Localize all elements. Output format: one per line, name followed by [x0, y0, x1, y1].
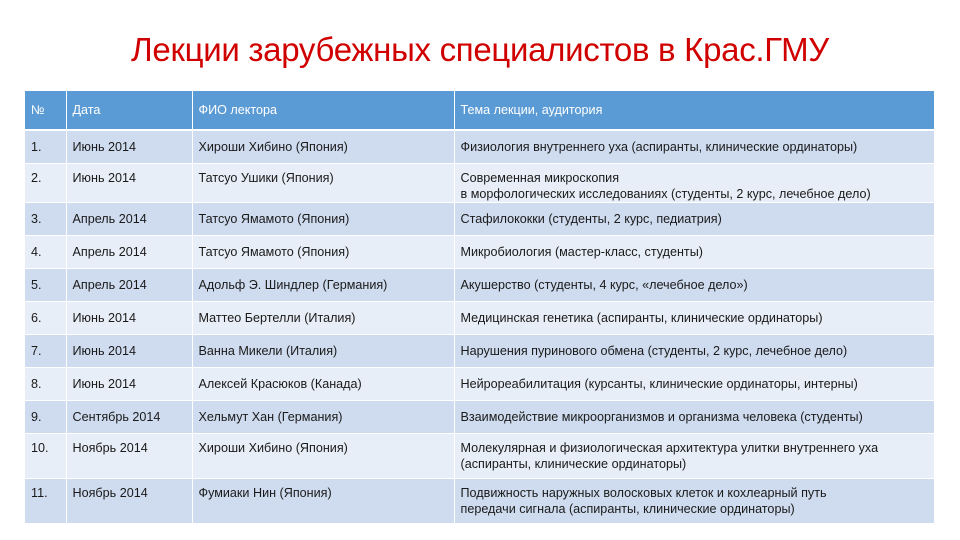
cell-number: 9. — [25, 401, 66, 434]
cell-topic — [454, 401, 934, 434]
table-row — [25, 335, 934, 368]
cell-topic-text: Подвижность наружных волосковых клеток и кохлеарный путь передачи сигнала (аспиранты, клинические ординаторы) — [460, 486, 827, 516]
column-header-date: Дата — [66, 91, 192, 130]
cell-date: Июнь 2014 — [66, 130, 192, 164]
cell-date: Июнь 2014 — [66, 164, 192, 203]
cell-topic-text: Акушерство (студенты, 4 курс, «лечебное дело») — [460, 278, 748, 292]
table-row — [25, 479, 934, 524]
cell-date: Июнь 2014 — [66, 335, 192, 368]
cell-number: 11. — [25, 479, 66, 524]
cell-number: 4. — [25, 236, 66, 269]
cell-topic — [454, 236, 934, 269]
cell-topic — [454, 335, 934, 368]
table-row — [25, 164, 934, 203]
cell-date: Сентябрь 2014 — [66, 401, 192, 434]
cell-number: 7. — [25, 335, 66, 368]
cell-lecturer: Алексей Красюков (Канада) — [192, 368, 454, 401]
cell-topic — [454, 302, 934, 335]
table-row — [25, 130, 934, 164]
cell-topic — [454, 130, 934, 164]
cell-topic-text: Физиология внутреннего уха (аспиранты, клинические ординаторы) — [460, 140, 858, 154]
cell-topic-text: Современная микроскопия в морфологических исследованиях (студенты, 2 курс, лечебное дело) — [460, 171, 871, 201]
column-header-lecturer: ФИО лектора — [192, 91, 454, 130]
cell-lecturer: Ванна Микели (Италия) — [192, 335, 454, 368]
cell-topic-text: Нейрореабилитация (курсанты, клинические ординаторы, интерны) — [460, 377, 858, 391]
table-row — [25, 434, 934, 479]
cell-topic-text: Медицинская генетика (аспиранты, клинические ординаторы) — [460, 311, 823, 325]
table-row — [25, 401, 934, 434]
cell-number: 1. — [25, 130, 66, 164]
cell-topic — [454, 434, 934, 479]
cell-topic — [454, 164, 934, 203]
cell-lecturer: Адольф Э. Шиндлер (Германия) — [192, 269, 454, 302]
cell-date: Апрель 2014 — [66, 269, 192, 302]
cell-date: Июнь 2014 — [66, 368, 192, 401]
cell-lecturer: Хельмут Хан (Германия) — [192, 401, 454, 434]
cell-topic — [454, 203, 934, 236]
column-header-topic: Тема лекции, аудитория — [454, 91, 934, 130]
page-title: Лекции зарубежных специалистов в Крас.ГМУ — [131, 31, 829, 68]
cell-date: Ноябрь 2014 — [66, 479, 192, 524]
cell-topic-text: Нарушения пуринового обмена (студенты, 2 курс, лечебное дело) — [460, 344, 848, 358]
table-row — [25, 269, 934, 302]
cell-number: 8. — [25, 368, 66, 401]
table-row — [25, 236, 934, 269]
cell-topic — [454, 269, 934, 302]
table-header-row — [25, 91, 934, 130]
cell-number: 2. — [25, 164, 66, 203]
cell-date: Ноябрь 2014 — [66, 434, 192, 479]
table-row — [25, 368, 934, 401]
cell-lecturer: Татсуо Ушики (Япония) — [192, 164, 454, 203]
cell-lecturer: Хироши Хибино (Япония) — [192, 130, 454, 164]
cell-number: 5. — [25, 269, 66, 302]
cell-number: 6. — [25, 302, 66, 335]
cell-lecturer: Татсуо Ямамото (Япония) — [192, 236, 454, 269]
table-row — [25, 203, 934, 236]
cell-number: 3. — [25, 203, 66, 236]
lectures-table — [25, 91, 935, 524]
cell-topic-text: Молекулярная и физиологическая архитектура улитки внутреннего уха (аспиранты, клинические ординаторы) — [460, 441, 879, 471]
cell-number: 10. — [25, 434, 66, 479]
cell-lecturer: Хироши Хибино (Япония) — [192, 434, 454, 479]
cell-lecturer: Татсуо Ямамото (Япония) — [192, 203, 454, 236]
cell-date: Апрель 2014 — [66, 203, 192, 236]
cell-lecturer: Фумиаки Нин (Япония) — [192, 479, 454, 524]
cell-topic-text: Микробиология (мастер-класс, студенты) — [460, 245, 703, 259]
cell-topic — [454, 368, 934, 401]
cell-topic — [454, 479, 934, 524]
cell-date: Июнь 2014 — [66, 302, 192, 335]
cell-lecturer: Маттео Бертелли (Италия) — [192, 302, 454, 335]
table-row — [25, 302, 934, 335]
cell-topic-text: Стафилококки (студенты, 2 курс, педиатрия) — [460, 212, 722, 226]
cell-topic-text: Взаимодействие микроорганизмов и организма человека (студенты) — [460, 410, 863, 424]
cell-date: Апрель 2014 — [66, 236, 192, 269]
column-header-number: № — [25, 91, 66, 130]
